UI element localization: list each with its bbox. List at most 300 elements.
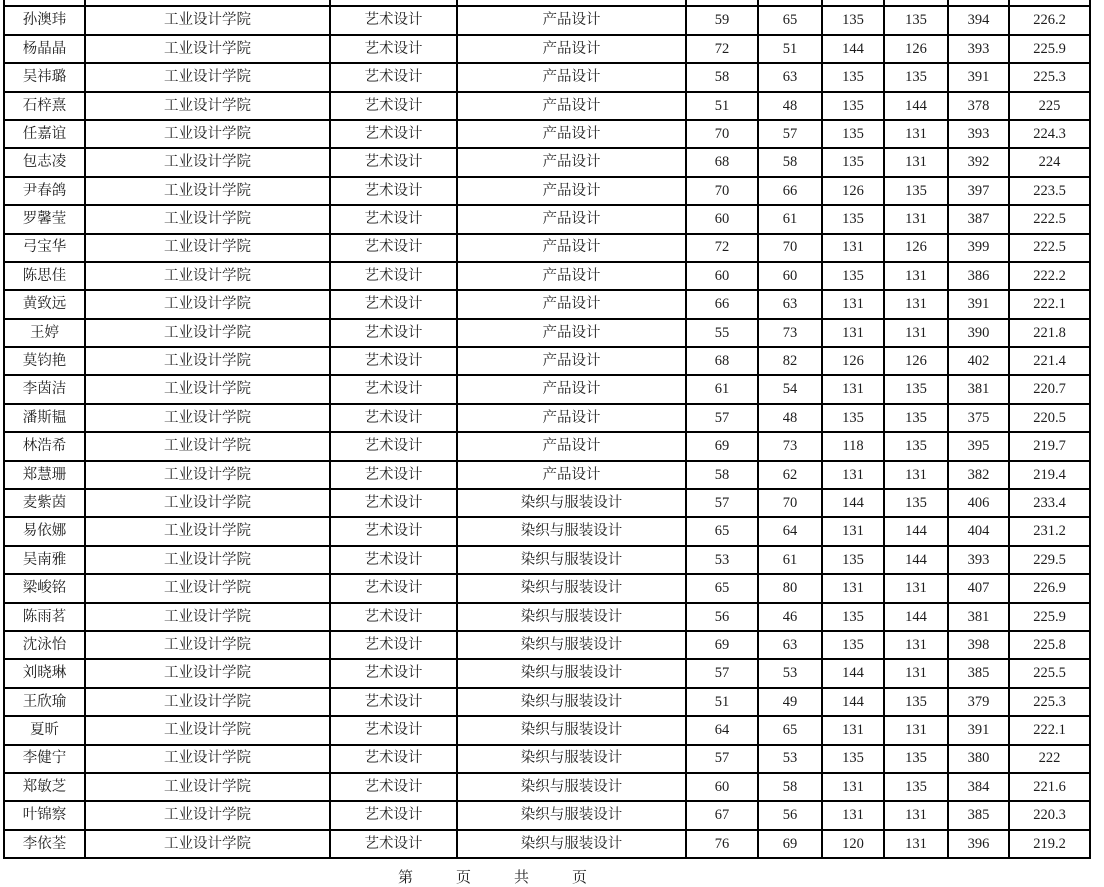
cell-s6: 222.5 [1009,234,1090,262]
cell-major: 染织与服装设计 [457,688,686,716]
cell-s4: 131 [884,205,948,233]
cell-s5: 387 [948,205,1009,233]
cell-college: 工业设计学院 [85,290,330,318]
cell-s4: 131 [884,290,948,318]
cell-s4: 131 [884,716,948,744]
table-body [4,0,1090,858]
cell-s2: 58 [758,148,822,176]
cell-s3: 135 [822,148,884,176]
cell-s5: 391 [948,63,1009,91]
cell-s4: 131 [884,801,948,829]
cell-name: 任嘉谊 [4,120,85,148]
cell-s3: 135 [822,603,884,631]
cell-major: 产品设计 [457,205,686,233]
cell-s4: 131 [884,148,948,176]
cell-college: 工业设计学院 [85,659,330,687]
cell-s3: 131 [822,375,884,403]
cell-s4: 135 [884,688,948,716]
cell-name: 吴南雅 [4,546,85,574]
table-row [4,688,1090,716]
cell-college: 工业设计学院 [85,801,330,829]
table-row [4,290,1090,318]
cell-s3: 131 [822,574,884,602]
cell-major: 产品设计 [457,120,686,148]
cell-college: 工业设计学院 [85,319,330,347]
cell-s4: 131 [884,631,948,659]
cell-s3: 144 [822,659,884,687]
cell-s2: 57 [758,120,822,148]
cell-s5: 399 [948,234,1009,262]
cell-s6: 219.4 [1009,461,1090,489]
cell-s3: 131 [822,461,884,489]
table-row [4,404,1090,432]
cell-s1: 57 [686,659,758,687]
cell-name: 郑敏芝 [4,773,85,801]
cell-college: 工业设计学院 [85,461,330,489]
cell-college: 工业设计学院 [85,489,330,517]
cell-s5: 395 [948,432,1009,460]
cell-college: 工业设计学院 [85,234,330,262]
cell-s4: 135 [884,404,948,432]
cell-s6: 225 [1009,92,1090,120]
cell-s1: 60 [686,205,758,233]
cell-s2: 65 [758,6,822,34]
cell-s4: 135 [884,63,948,91]
table-row [4,375,1090,403]
cell-name: 尹春鸽 [4,177,85,205]
cell-s3: 135 [822,404,884,432]
cell-s6: 229.5 [1009,546,1090,574]
table-row [4,205,1090,233]
cell-s3: 131 [822,716,884,744]
cell-name: 沈泳怡 [4,631,85,659]
cell-college: 工业设计学院 [85,35,330,63]
cell-major: 产品设计 [457,375,686,403]
cell-s5: 381 [948,375,1009,403]
cell-category: 艺术设计 [330,6,457,34]
cell-name: 刘晓琳 [4,659,85,687]
table-row [4,830,1090,858]
cell-s2: 48 [758,92,822,120]
cell-s1: 57 [686,489,758,517]
cell-s5: 406 [948,489,1009,517]
cell-s6: 222.5 [1009,205,1090,233]
cell-s1: 68 [686,347,758,375]
cell-s3: 144 [822,688,884,716]
cell-s1: 72 [686,35,758,63]
cell-category: 艺术设计 [330,489,457,517]
cell-major: 产品设计 [457,290,686,318]
cell-s4: 135 [884,489,948,517]
cell-college: 工业设计学院 [85,177,330,205]
cell-s3: 118 [822,432,884,460]
cell-name: 黄致远 [4,290,85,318]
cell-name: 易依娜 [4,517,85,545]
cell-s4: 126 [884,234,948,262]
cell-s3: 135 [822,63,884,91]
cell-major: 产品设计 [457,148,686,176]
cell-s2: 64 [758,517,822,545]
table-row [4,631,1090,659]
table-row [4,347,1090,375]
cell-college: 工业设计学院 [85,745,330,773]
cell-college: 工业设计学院 [85,92,330,120]
cell-s1: 61 [686,375,758,403]
cell-name: 王婷 [4,319,85,347]
cell-college: 工业设计学院 [85,631,330,659]
cell-s3: 135 [822,120,884,148]
cell-s5: 380 [948,745,1009,773]
cell-category: 艺术设计 [330,234,457,262]
cell-name: 孙澳玮 [4,6,85,34]
cell-major: 产品设计 [457,234,686,262]
cell-s1: 68 [686,148,758,176]
cell-name: 石梓熹 [4,92,85,120]
cell-name: 郑慧珊 [4,461,85,489]
cell-s4: 135 [884,432,948,460]
cell-category: 艺术设计 [330,773,457,801]
cell-s3: 131 [822,801,884,829]
cell-s4: 126 [884,347,948,375]
cell-name: 弓宝华 [4,234,85,262]
cell-major: 产品设计 [457,92,686,120]
table-row [4,148,1090,176]
cell-category: 艺术设计 [330,801,457,829]
cell-category: 艺术设计 [330,347,457,375]
cell-s3: 135 [822,262,884,290]
cell-college: 工业设计学院 [85,347,330,375]
cell-s5: 397 [948,177,1009,205]
cell-college: 工业设计学院 [85,716,330,744]
cell-college: 工业设计学院 [85,688,330,716]
cell-s1: 56 [686,603,758,631]
cell-s3: 135 [822,546,884,574]
cell-s1: 69 [686,631,758,659]
cell-s2: 61 [758,546,822,574]
cell-college: 工业设计学院 [85,375,330,403]
cell-name: 夏昕 [4,716,85,744]
cell-s4: 131 [884,659,948,687]
cell-s2: 65 [758,716,822,744]
cell-s1: 76 [686,830,758,858]
cell-s4: 135 [884,375,948,403]
cell-major: 产品设计 [457,461,686,489]
cell-name: 陈思佳 [4,262,85,290]
table-row [4,489,1090,517]
cell-college: 工业设计学院 [85,830,330,858]
cell-name: 叶锦察 [4,801,85,829]
cell-s6: 226.2 [1009,6,1090,34]
cell-s5: 407 [948,574,1009,602]
cell-s5: 393 [948,546,1009,574]
cell-major: 染织与服装设计 [457,574,686,602]
cell-major: 染织与服装设计 [457,603,686,631]
table-row [4,603,1090,631]
cell-s4: 131 [884,574,948,602]
cell-s4: 131 [884,319,948,347]
cell-category: 艺术设计 [330,404,457,432]
cell-s6: 222.1 [1009,716,1090,744]
cell-major: 产品设计 [457,177,686,205]
cell-s6: 233.4 [1009,489,1090,517]
cell-name: 杨晶晶 [4,35,85,63]
cell-s5: 391 [948,716,1009,744]
table-row [4,461,1090,489]
cell-s6: 225.9 [1009,35,1090,63]
cell-s4: 144 [884,603,948,631]
cell-college: 工业设计学院 [85,546,330,574]
cell-s3: 135 [822,631,884,659]
cell-s2: 66 [758,177,822,205]
cell-s4: 135 [884,745,948,773]
cell-s1: 65 [686,517,758,545]
cell-name: 罗馨莹 [4,205,85,233]
cell-name: 王欣瑜 [4,688,85,716]
cell-s6: 225.3 [1009,63,1090,91]
cell-category: 艺术设计 [330,63,457,91]
table-row [4,319,1090,347]
cell-s2: 46 [758,603,822,631]
cell-category: 艺术设计 [330,546,457,574]
cell-category: 艺术设计 [330,745,457,773]
cell-s2: 73 [758,432,822,460]
cell-category: 艺术设计 [330,177,457,205]
cell-s3: 131 [822,290,884,318]
cell-s2: 70 [758,234,822,262]
table-row [4,177,1090,205]
cell-college: 工业设计学院 [85,148,330,176]
cell-s6: 225.8 [1009,631,1090,659]
table-row [4,659,1090,687]
cell-name: 包志凌 [4,148,85,176]
cell-s3: 131 [822,234,884,262]
cell-s1: 55 [686,319,758,347]
cell-s2: 60 [758,262,822,290]
cell-s3: 131 [822,773,884,801]
cell-s6: 222.2 [1009,262,1090,290]
cell-category: 艺术设计 [330,716,457,744]
cell-name: 李茵洁 [4,375,85,403]
cell-s5: 398 [948,631,1009,659]
cell-s3: 126 [822,347,884,375]
cell-s4: 144 [884,546,948,574]
page-footer: 第 页 共 页 [398,870,602,886]
cell-s5: 386 [948,262,1009,290]
cell-s6: 219.7 [1009,432,1090,460]
cell-s6: 221.6 [1009,773,1090,801]
cell-s1: 53 [686,546,758,574]
table-row [4,35,1090,63]
cell-college: 工业设计学院 [85,6,330,34]
cell-category: 艺术设计 [330,319,457,347]
cell-s2: 80 [758,574,822,602]
cell-category: 艺术设计 [330,432,457,460]
cell-name: 林浩希 [4,432,85,460]
cell-category: 艺术设计 [330,205,457,233]
cell-category: 艺术设计 [330,375,457,403]
cell-category: 艺术设计 [330,688,457,716]
cell-s4: 131 [884,461,948,489]
cell-category: 艺术设计 [330,574,457,602]
cell-major: 产品设计 [457,262,686,290]
cell-major: 产品设计 [457,319,686,347]
cell-s5: 378 [948,92,1009,120]
cell-category: 艺术设计 [330,461,457,489]
cell-name: 麦紫茵 [4,489,85,517]
cell-category: 艺术设计 [330,35,457,63]
cell-s2: 56 [758,801,822,829]
cell-s1: 58 [686,63,758,91]
table-row [4,6,1090,34]
cell-s1: 64 [686,716,758,744]
cell-name: 李依荃 [4,830,85,858]
cell-s3: 144 [822,489,884,517]
cell-s3: 135 [822,92,884,120]
cell-s2: 62 [758,461,822,489]
cell-s5: 385 [948,801,1009,829]
cell-s6: 225.3 [1009,688,1090,716]
cell-s5: 385 [948,659,1009,687]
table-row [4,546,1090,574]
cell-s2: 63 [758,63,822,91]
cell-college: 工业设计学院 [85,773,330,801]
cell-s6: 224.3 [1009,120,1090,148]
cell-college: 工业设计学院 [85,603,330,631]
cell-s2: 53 [758,659,822,687]
cell-category: 艺术设计 [330,603,457,631]
cell-name: 潘斯韫 [4,404,85,432]
cell-s4: 135 [884,6,948,34]
cell-major: 产品设计 [457,404,686,432]
cell-category: 艺术设计 [330,659,457,687]
cell-s2: 70 [758,489,822,517]
cell-college: 工业设计学院 [85,517,330,545]
cell-s4: 135 [884,773,948,801]
cell-s6: 222 [1009,745,1090,773]
cell-s2: 53 [758,745,822,773]
cell-s3: 131 [822,319,884,347]
cell-s5: 396 [948,830,1009,858]
cell-major: 产品设计 [457,432,686,460]
cell-name: 吴祎璐 [4,63,85,91]
cell-college: 工业设计学院 [85,404,330,432]
table-row [4,801,1090,829]
cell-category: 艺术设计 [330,631,457,659]
score-table-wrap [3,0,1091,859]
cell-s5: 391 [948,290,1009,318]
cell-s2: 51 [758,35,822,63]
cell-college: 工业设计学院 [85,262,330,290]
cell-category: 艺术设计 [330,830,457,858]
cell-s1: 59 [686,6,758,34]
cell-s4: 144 [884,92,948,120]
cell-major: 染织与服装设计 [457,745,686,773]
cell-category: 艺术设计 [330,290,457,318]
cell-major: 产品设计 [457,347,686,375]
cell-s6: 225.9 [1009,603,1090,631]
cell-s5: 384 [948,773,1009,801]
cell-s5: 379 [948,688,1009,716]
cell-s5: 404 [948,517,1009,545]
cell-college: 工业设计学院 [85,432,330,460]
cell-s6: 219.2 [1009,830,1090,858]
cell-s6: 221.8 [1009,319,1090,347]
cell-s4: 131 [884,262,948,290]
cell-s6: 224 [1009,148,1090,176]
cell-s1: 69 [686,432,758,460]
cell-s1: 65 [686,574,758,602]
table-row [4,120,1090,148]
cell-s4: 126 [884,35,948,63]
cell-s2: 69 [758,830,822,858]
cell-major: 染织与服装设计 [457,546,686,574]
cell-s1: 66 [686,290,758,318]
table-row [4,234,1090,262]
table-row [4,92,1090,120]
table-row [4,63,1090,91]
cell-s4: 131 [884,830,948,858]
table-row [4,773,1090,801]
cell-s1: 51 [686,92,758,120]
cell-s2: 48 [758,404,822,432]
cell-s2: 58 [758,773,822,801]
cell-name: 李健宁 [4,745,85,773]
cell-s1: 57 [686,404,758,432]
score-table [3,0,1091,859]
cell-s5: 402 [948,347,1009,375]
cell-s1: 70 [686,177,758,205]
cell-s3: 135 [822,205,884,233]
cell-major: 染织与服装设计 [457,489,686,517]
cell-category: 艺术设计 [330,120,457,148]
cell-major: 染织与服装设计 [457,801,686,829]
cell-s5: 392 [948,148,1009,176]
cell-s2: 73 [758,319,822,347]
cell-s5: 375 [948,404,1009,432]
cell-college: 工业设计学院 [85,63,330,91]
cell-s6: 223.5 [1009,177,1090,205]
cell-s2: 49 [758,688,822,716]
cell-s5: 393 [948,35,1009,63]
cell-s1: 58 [686,461,758,489]
cell-s2: 63 [758,290,822,318]
cell-s1: 67 [686,801,758,829]
cell-major: 染织与服装设计 [457,517,686,545]
table-row [4,716,1090,744]
cell-major: 产品设计 [457,35,686,63]
cell-s4: 135 [884,177,948,205]
table-row [4,517,1090,545]
cell-s1: 70 [686,120,758,148]
cell-s1: 72 [686,234,758,262]
cell-s6: 231.2 [1009,517,1090,545]
cell-category: 艺术设计 [330,148,457,176]
cell-college: 工业设计学院 [85,574,330,602]
cell-s1: 51 [686,688,758,716]
cell-s5: 381 [948,603,1009,631]
cell-s2: 54 [758,375,822,403]
table-row [4,262,1090,290]
cell-s6: 225.5 [1009,659,1090,687]
table-row [4,745,1090,773]
cell-major: 染织与服装设计 [457,631,686,659]
cell-s1: 60 [686,773,758,801]
cell-s2: 82 [758,347,822,375]
cell-s2: 61 [758,205,822,233]
cell-category: 艺术设计 [330,262,457,290]
cell-s3: 135 [822,6,884,34]
cell-s3: 144 [822,35,884,63]
